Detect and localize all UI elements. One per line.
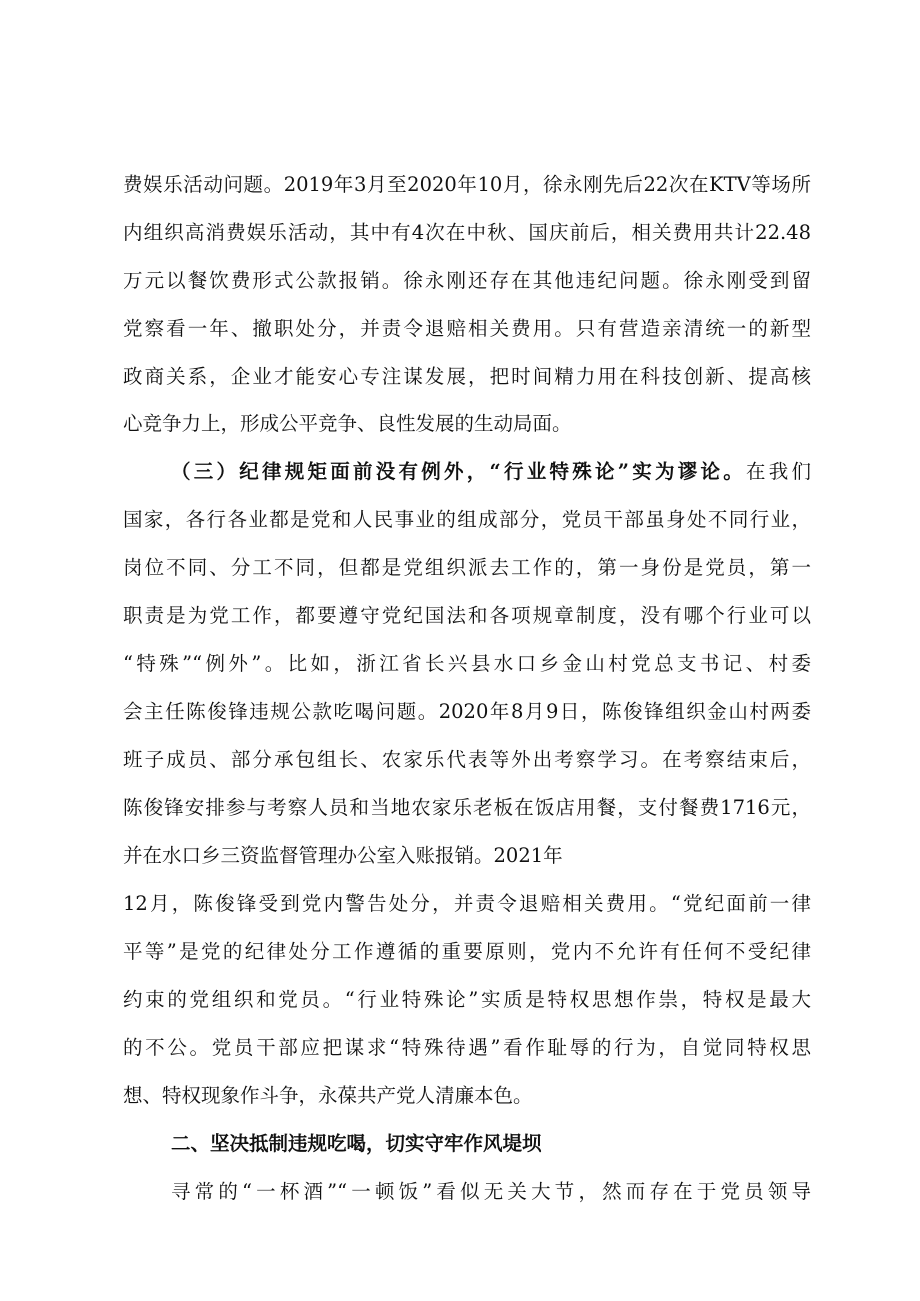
text-line: 12月，陈俊锋受到党内警告处分，并责令退赔相关费用。“党纪面前一律 bbox=[123, 892, 811, 915]
text-line: 想、特权现象作斗争，永葆共产党人清廉本色。 bbox=[123, 1084, 533, 1107]
section-title: 二、坚决抵制违规吃喝，切实守牢作风堤坝 bbox=[171, 1132, 542, 1155]
text-line: 国家，各行各业都是党和人民事业的组成部分，党员干部虽身处不同行业， bbox=[123, 508, 811, 531]
text-line: 平等”是党的纪律处分工作遵循的重要原则，党内不允许有任何不受纪律 bbox=[123, 940, 811, 963]
text-line: 党察看一年、撤职处分，并责令退赔相关费用。只有营造亲清统一的新型 bbox=[123, 317, 811, 340]
text-line: 岗位不同、分工不同，但都是党组织派去工作的，第一身份是党员，第一 bbox=[123, 556, 811, 579]
text-line: 万元以餐饮费形式公款报销。徐永刚还存在其他违纪问题。徐永刚受到留 bbox=[123, 269, 811, 292]
text-line: 内组织高消费娱乐活动，其中有4次在中秋、国庆前后，相关费用共计22.48 bbox=[123, 221, 811, 244]
text-line: 心竞争力上，形成公平竞争、良性发展的生动局面。 bbox=[123, 412, 572, 435]
text-line: 约束的党组织和党员。“行业特殊论”实质是特权思想作祟，特权是最大 bbox=[123, 988, 811, 1011]
text-line: 政商关系，企业才能安心专注谋发展，把时间精力用在科技创新、提高核 bbox=[123, 365, 811, 388]
text-line: 的不公。党员干部应把谋求“特殊待遇”看作耻辱的行为，自觉同特权思 bbox=[123, 1036, 811, 1059]
text-line: 陈俊锋安排参与考察人员和当地农家乐老板在饭店用餐，支付餐费1716元， bbox=[123, 796, 811, 819]
text-line: 班子成员、部分承包组长、农家乐代表等外出考察学习。在考察结束后， bbox=[123, 748, 811, 771]
text-line: 职责是为党工作，都要遵守党纪国法和各项规章制度，没有哪个行业可以 bbox=[123, 604, 811, 627]
text-line: 并在水口乡三资监督管理办公室入账报销。2021年 bbox=[123, 844, 563, 867]
text-line: “特殊”“例外”。比如，浙江省长兴县水口乡金山村党总支书记、村委 bbox=[123, 652, 811, 675]
text-line: 会主任陈俊锋违规公款吃喝问题。2020年8月9日，陈俊锋组织金山村两委 bbox=[123, 700, 811, 723]
text-line: 费娱乐活动问题。2019年3月至2020年10月，徐永刚先后22次在KTV等场所 bbox=[123, 173, 811, 196]
text-line: 寻常的“一杯酒”“一顿饭”看似无关大节，然而存在于党员领导 bbox=[171, 1180, 811, 1203]
section-heading: （三）纪律规矩面前没有例外，“行业特殊论”实为谬论。 bbox=[171, 460, 746, 483]
section-heading-paragraph: （三）纪律规矩面前没有例外，“行业特殊论”实为谬论。在我们 bbox=[171, 460, 811, 483]
